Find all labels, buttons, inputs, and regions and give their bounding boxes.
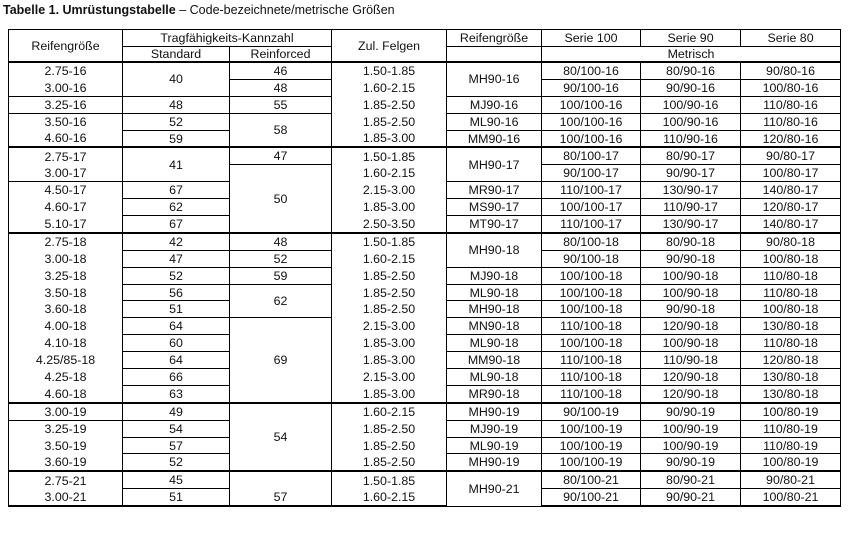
- header-serie-90: Serie 90: [641, 30, 741, 47]
- cell-size: 4.10-18: [9, 335, 123, 352]
- cell-size: 4.50-17: [9, 182, 123, 199]
- cell-s100: 110/100-17: [542, 182, 641, 199]
- cell-rim: 1.85-3.00: [332, 335, 447, 352]
- cell-rim: 1.85-2.50: [332, 113, 447, 130]
- table-row: [9, 147, 841, 164]
- header-tragfaehigkeit: Tragfähigkeits-Kannzahl: [123, 30, 332, 47]
- cell-std: 64: [123, 352, 230, 369]
- cell-rei: 55: [230, 96, 332, 113]
- cell-s80: 110/80-19: [741, 420, 841, 437]
- cell-s90: 90/90-17: [641, 165, 741, 182]
- cell-size: 3.25-19: [9, 420, 123, 437]
- cell-code: MH90-21: [447, 471, 542, 506]
- header-metrisch: Metrisch: [542, 47, 841, 63]
- cell-s100: 100/100-18: [542, 301, 641, 318]
- cell-std: 67: [123, 182, 230, 199]
- cell-rim: 1.85-2.50: [332, 284, 447, 301]
- cell-s90: 110/90-17: [641, 199, 741, 216]
- cell-size: 3.60-19: [9, 454, 123, 471]
- cell-rim: 2.15-3.00: [332, 182, 447, 199]
- cell-s100: 100/100-19: [542, 420, 641, 437]
- table-row: [9, 335, 841, 352]
- cell-rei: 50: [230, 165, 332, 233]
- cell-s100: 100/100-19: [542, 454, 641, 471]
- header-standard: Standard: [123, 47, 230, 63]
- cell-s90: 80/90-16: [641, 62, 741, 79]
- cell-s100: 80/100-18: [542, 233, 641, 250]
- table-row: [9, 284, 841, 301]
- cell-s100: 100/100-19: [542, 437, 641, 454]
- cell-rei: 59: [230, 267, 332, 284]
- cell-std: 67: [123, 216, 230, 233]
- cell-rei: 48: [230, 79, 332, 96]
- cell-std: 47: [123, 250, 230, 267]
- cell-code: MR90-17: [447, 182, 542, 199]
- cell-s90: 90/90-19: [641, 454, 741, 471]
- cell-s80: 140/80-17: [741, 182, 841, 199]
- cell-code: MM90-18: [447, 352, 542, 369]
- cell-s90: 80/90-17: [641, 147, 741, 164]
- cell-std: 52: [123, 454, 230, 471]
- header-felgen: Zul. Felgen: [332, 30, 447, 63]
- cell-s100: 90/100-16: [542, 79, 641, 96]
- cell-rei: 52: [230, 250, 332, 267]
- cell-s100: 100/100-16: [542, 130, 641, 147]
- cell-std: 45: [123, 471, 230, 488]
- cell-s100: 110/100-17: [542, 216, 641, 233]
- cell-rim: 1.50-1.85: [332, 62, 447, 79]
- cell-s80: 120/80-16: [741, 130, 841, 147]
- cell-std: 49: [123, 403, 230, 420]
- cell-rei: 47: [230, 147, 332, 164]
- cell-code: ML90-18: [447, 335, 542, 352]
- cell-size: 4.25/85-18: [9, 352, 123, 369]
- cell-s90: 100/90-18: [641, 284, 741, 301]
- cell-code: MH90-18: [447, 233, 542, 267]
- header-serie-80: Serie 80: [741, 30, 841, 47]
- cell-std: 54: [123, 420, 230, 437]
- cell-code: MH90-19: [447, 454, 542, 471]
- cell-size: 3.25-18: [9, 267, 123, 284]
- cell-s80: 90/80-16: [741, 62, 841, 79]
- table-row: [9, 182, 841, 199]
- cell-code: MH90-19: [447, 403, 542, 420]
- cell-size: 4.60-17: [9, 199, 123, 216]
- cell-s90: 100/90-18: [641, 267, 741, 284]
- cell-size: 3.00-16: [9, 79, 123, 96]
- cell-rim: 1.85-3.00: [332, 130, 447, 147]
- cell-s80: 120/80-18: [741, 352, 841, 369]
- cell-s100: 100/100-16: [542, 113, 641, 130]
- cell-s80: 100/80-19: [741, 403, 841, 420]
- cell-s90: 100/90-16: [641, 96, 741, 113]
- cell-s80: 110/80-18: [741, 335, 841, 352]
- cell-rim: 2.15-3.00: [332, 318, 447, 335]
- cell-s80: 100/80-21: [741, 489, 841, 506]
- cell-s100: 110/100-18: [542, 369, 641, 386]
- cell-std: 52: [123, 267, 230, 284]
- cell-rim: 2.15-3.00: [332, 369, 447, 386]
- header-reinforced: Reinforced: [230, 47, 332, 63]
- cell-rim: 1.85-2.50: [332, 420, 447, 437]
- table-row: [9, 369, 841, 386]
- cell-std: 66: [123, 369, 230, 386]
- cell-s100: 100/100-16: [542, 96, 641, 113]
- cell-rei: 69: [230, 318, 332, 403]
- cell-rei: 48: [230, 233, 332, 250]
- cell-s80: 100/80-18: [741, 301, 841, 318]
- cell-s90: 90/90-18: [641, 250, 741, 267]
- cell-code: ML90-16: [447, 113, 542, 130]
- cell-size: 3.60-18: [9, 301, 123, 318]
- cell-code: MJ90-16: [447, 96, 542, 113]
- cell-s80: 90/80-21: [741, 471, 841, 488]
- cell-std: 63: [123, 385, 230, 402]
- cell-s90: 100/90-18: [641, 335, 741, 352]
- cell-s80: 100/80-19: [741, 454, 841, 471]
- cell-s100: 80/100-21: [542, 471, 641, 488]
- cell-size: 3.50-18: [9, 284, 123, 301]
- cell-s100: 100/100-18: [542, 284, 641, 301]
- table-row: [9, 489, 841, 506]
- table-row: [9, 250, 841, 267]
- cell-size: 2.75-18: [9, 233, 123, 250]
- cell-s80: 100/80-16: [741, 79, 841, 96]
- table-row: [9, 62, 841, 79]
- cell-size: 3.00-17: [9, 165, 123, 182]
- cell-s90: 90/90-21: [641, 489, 741, 506]
- cell-rim: 1.60-2.15: [332, 250, 447, 267]
- cell-s80: 110/80-16: [741, 113, 841, 130]
- table-row: [9, 96, 841, 113]
- cell-s80: 90/80-18: [741, 233, 841, 250]
- cell-s100: 100/100-18: [542, 267, 641, 284]
- cell-s80: 140/80-17: [741, 216, 841, 233]
- cell-size: 4.25-18: [9, 369, 123, 386]
- cell-rim: 1.50-1.85: [332, 471, 447, 488]
- table-row: [9, 199, 841, 216]
- cell-s80: 90/80-17: [741, 147, 841, 164]
- cell-rei: 54: [230, 403, 332, 472]
- cell-s100: 90/100-17: [542, 165, 641, 182]
- table-row: [9, 437, 841, 454]
- cell-code: MN90-18: [447, 318, 542, 335]
- cell-s100: 90/100-21: [542, 489, 641, 506]
- cell-size: 3.25-16: [9, 96, 123, 113]
- cell-code: MM90-16: [447, 130, 542, 147]
- cell-s90: 120/90-18: [641, 369, 741, 386]
- cell-s90: 100/90-19: [641, 420, 741, 437]
- cell-s80: 110/80-18: [741, 267, 841, 284]
- cell-rim: 1.85-2.50: [332, 96, 447, 113]
- cell-s80: 100/80-18: [741, 250, 841, 267]
- table-row: [9, 113, 841, 130]
- cell-rim: 2.50-3.50: [332, 216, 447, 233]
- cell-std: 60: [123, 335, 230, 352]
- cell-s90: 130/90-17: [641, 216, 741, 233]
- cell-rim: 1.60-2.15: [332, 489, 447, 506]
- cell-std: 62: [123, 199, 230, 216]
- cell-code: ML90-19: [447, 437, 542, 454]
- cell-code: ML90-18: [447, 369, 542, 386]
- cell-std: 48: [123, 96, 230, 113]
- cell-size: 2.75-16: [9, 62, 123, 79]
- cell-rim: 1.85-3.00: [332, 199, 447, 216]
- cell-s90: 120/90-18: [641, 385, 741, 402]
- cell-size: 4.60-18: [9, 385, 123, 402]
- cell-code: MH90-17: [447, 147, 542, 181]
- cell-rim: 1.60-2.15: [332, 403, 447, 420]
- cell-rim: 1.85-2.50: [332, 301, 447, 318]
- cell-std: 52: [123, 113, 230, 130]
- cell-code: ML90-18: [447, 284, 542, 301]
- cell-rim: 1.85-3.00: [332, 352, 447, 369]
- cell-s100: 110/100-18: [542, 352, 641, 369]
- cell-s90: 120/90-18: [641, 318, 741, 335]
- cell-size: 4.60-16: [9, 130, 123, 147]
- cell-s80: 130/80-18: [741, 369, 841, 386]
- cell-std: 56: [123, 284, 230, 301]
- cell-s90: 130/90-17: [641, 182, 741, 199]
- cell-s80: 100/80-17: [741, 165, 841, 182]
- cell-rim: 1.60-2.15: [332, 79, 447, 96]
- table-row: [9, 385, 841, 402]
- table-row: [9, 403, 841, 420]
- cell-std: 59: [123, 130, 230, 147]
- conversion-table: [8, 29, 841, 507]
- table-row: [9, 471, 841, 488]
- cell-rei: 58: [230, 113, 332, 147]
- cell-std: 41: [123, 147, 230, 181]
- table-row: [9, 130, 841, 147]
- cell-std: 42: [123, 233, 230, 250]
- caption-subtitle: – Code-bezeichnete/metrische Größen: [175, 3, 395, 17]
- table-row: [9, 267, 841, 284]
- cell-rim: 1.85-2.50: [332, 454, 447, 471]
- cell-s100: 110/100-18: [542, 318, 641, 335]
- cell-code: MJ90-19: [447, 420, 542, 437]
- cell-rim: 1.60-2.15: [332, 165, 447, 182]
- cell-rei: 57: [230, 489, 332, 506]
- cell-code: MJ90-18: [447, 267, 542, 284]
- cell-code: MT90-17: [447, 216, 542, 233]
- table-row: [9, 352, 841, 369]
- cell-rim: 1.85-2.50: [332, 267, 447, 284]
- cell-size: 3.00-21: [9, 489, 123, 506]
- header-reifengroesse: Reifengröße: [9, 30, 123, 63]
- cell-s80: 110/80-19: [741, 437, 841, 454]
- cell-size: 3.00-18: [9, 250, 123, 267]
- caption-title: Tabelle 1. Umrüstungstabelle: [3, 3, 176, 17]
- cell-s80: 110/80-18: [741, 284, 841, 301]
- cell-s100: 90/100-18: [542, 250, 641, 267]
- cell-rim: 1.50-1.85: [332, 233, 447, 250]
- cell-std: 40: [123, 62, 230, 96]
- cell-std: 57: [123, 437, 230, 454]
- cell-size: 2.75-17: [9, 147, 123, 164]
- cell-code: MH90-18: [447, 301, 542, 318]
- cell-rim: 1.85-3.00: [332, 385, 447, 402]
- table-row: [9, 301, 841, 318]
- cell-s100: 80/100-16: [542, 62, 641, 79]
- cell-s90: 100/90-19: [641, 437, 741, 454]
- cell-s90: 90/90-19: [641, 403, 741, 420]
- cell-size: 3.00-19: [9, 403, 123, 420]
- cell-s90: 110/90-18: [641, 352, 741, 369]
- table-caption: [3, 3, 395, 17]
- cell-size: 3.50-19: [9, 437, 123, 454]
- cell-s90: 100/90-16: [641, 113, 741, 130]
- cell-s80: 130/80-18: [741, 318, 841, 335]
- cell-size: 3.50-16: [9, 113, 123, 130]
- cell-rei: [230, 471, 332, 488]
- cell-s100: 100/100-18: [542, 335, 641, 352]
- cell-s100: 80/100-17: [542, 147, 641, 164]
- cell-code: MH90-16: [447, 62, 542, 96]
- cell-rei: 46: [230, 62, 332, 79]
- cell-s80: 130/80-18: [741, 385, 841, 402]
- cell-rim: 1.85-2.50: [332, 437, 447, 454]
- table-row: [9, 216, 841, 233]
- cell-s80: 120/80-17: [741, 199, 841, 216]
- cell-std: 51: [123, 489, 230, 506]
- cell-code: MS90-17: [447, 199, 542, 216]
- cell-code: MR90-18: [447, 385, 542, 402]
- cell-s100: 90/100-19: [542, 403, 641, 420]
- cell-rei: 62: [230, 284, 332, 318]
- cell-std: 51: [123, 301, 230, 318]
- cell-s90: 80/90-18: [641, 233, 741, 250]
- cell-s100: 110/100-18: [542, 385, 641, 402]
- cell-size: 5.10-17: [9, 216, 123, 233]
- table-row: [9, 454, 841, 471]
- table-row: [9, 233, 841, 250]
- table-row: [9, 318, 841, 335]
- cell-s90: 110/90-16: [641, 130, 741, 147]
- header-serie-100: Serie 100: [542, 30, 641, 47]
- cell-s90: 90/90-16: [641, 79, 741, 96]
- cell-rim: 1.50-1.85: [332, 147, 447, 164]
- cell-size: 4.00-18: [9, 318, 123, 335]
- cell-std: 64: [123, 318, 230, 335]
- cell-s90: 90/90-18: [641, 301, 741, 318]
- cell-size: 2.75-21: [9, 471, 123, 488]
- table-row: [9, 420, 841, 437]
- cell-s100: 100/100-17: [542, 199, 641, 216]
- cell-s90: 80/90-21: [641, 471, 741, 488]
- cell-s80: 110/80-16: [741, 96, 841, 113]
- header-reifengroesse-code: Reifengröße: [447, 30, 542, 47]
